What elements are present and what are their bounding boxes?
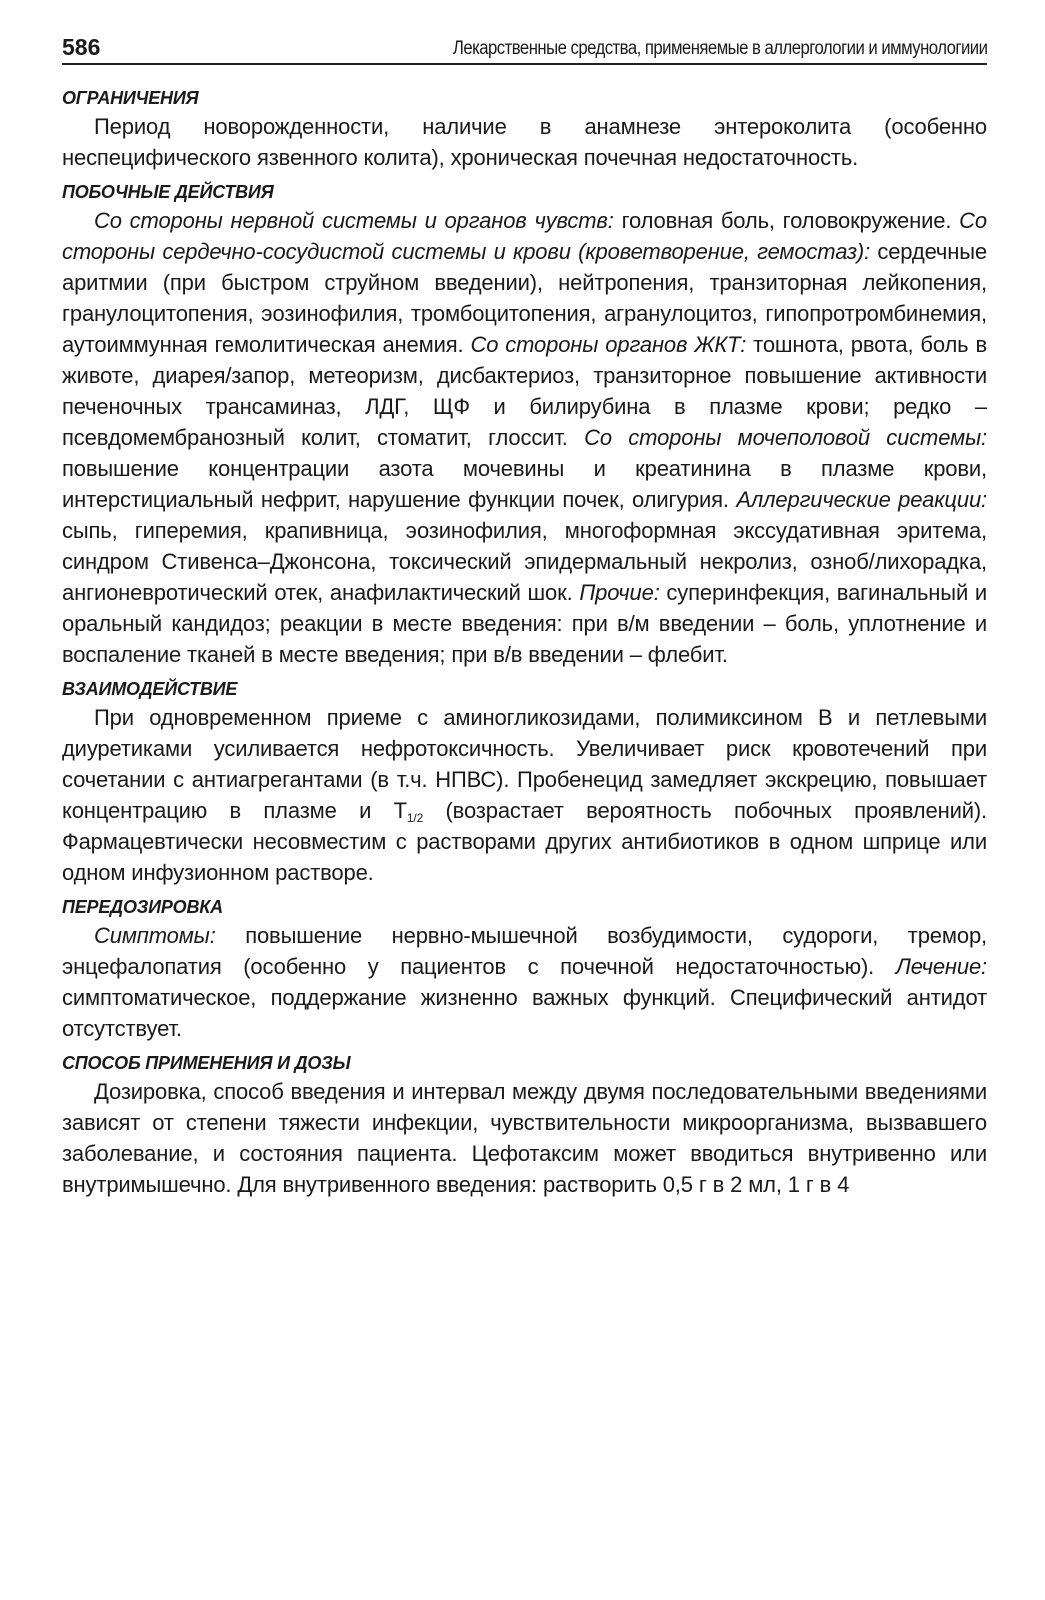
half-life-subscript: 1/2 <box>406 811 424 825</box>
allergic-label: Аллергические реакции: <box>736 487 987 512</box>
section-text <box>62 1076 987 1200</box>
section-restrictions <box>62 87 987 173</box>
section-overdose <box>62 896 987 1044</box>
section-text <box>62 702 987 888</box>
section-text <box>62 920 987 1044</box>
section-heading: ПОБОЧНЫЕ ДЕЙСТВИЯ <box>62 182 274 202</box>
interaction-text-before: При одновременном приеме с аминогликозидами, полимиксином В и петлевыми диуретиками усиливается нефротоксичность. Увеличивает риск кровотечений при сочетании с антиагрегантами (в т.ч. НПВС). Пробенецид замедляет экскрецию, повышает концентрацию в плазме и T <box>62 705 987 823</box>
section-heading: ОГРАНИЧЕНИЯ <box>62 88 199 108</box>
page-number: 586 <box>62 34 101 60</box>
nervous-system-text: головная боль, головокружение. <box>613 208 960 233</box>
gi-tract-text: тошнота, рвота, боль в животе, диарея/запор, метеоризм, дисбактериоз, транзиторное повышение активности печеночных трансаминаз, ЛДГ, ЩФ и билирубина в плазме крови; редко – псевдомембранозный колит, стоматит, глоссит. <box>62 332 987 450</box>
section-heading: СПОСОБ ПРИМЕНЕНИЯ И ДОЗЫ <box>62 1053 351 1073</box>
symptoms-text: повышение нервно-мышечной возбудимости, судороги, тремор, энцефалопатия (особенно у пациентов с почечной недостаточностью). <box>62 923 987 979</box>
urogenital-text: повышение концентрации азота мочевины и креатинина в плазме крови, интерстициальный нефрит, нарушение функции почек, олигурия. <box>62 456 987 512</box>
gi-tract-label: Со стороны органов ЖКТ: <box>470 332 747 357</box>
dosage-text: Дозировка, способ введения и интервал между двумя последовательными введениями зависят от степени тяжести инфекции, чувствительности микроорганизма, вызвавшего заболевание, и состояния пациента. Цефотаксим может вводиться внутривенно или внутримышечно. Для внутривенного введения: растворить 0,5 г в 2 мл, 1 г в 4 <box>62 1079 987 1197</box>
symptoms-label: Симптомы: <box>94 923 216 948</box>
restrictions-text: Период новорожденности, наличие в анамнезе энтероколита (особенно неспецифического язвенного колита), хроническая почечная недостаточность. <box>62 114 987 170</box>
interaction-text-after: (возрастает вероятность побочных проявлений). Фармацевтически несовместим с растворами других антибиотиков в одном шприце или одном инфузионном растворе. <box>62 798 987 885</box>
section-interaction <box>62 678 987 888</box>
page-header <box>62 26 987 65</box>
cardiovascular-label: Со стороны сердечно-сосудистой системы и крови (кроветворение, гемостаз): <box>62 208 987 264</box>
section-heading: ВЗАИМОДЕЙСТВИЕ <box>62 679 238 699</box>
urogenital-label: Со стороны мочеполовой системы: <box>584 425 988 450</box>
section-heading: ПЕРЕДОЗИРОВКА <box>62 897 223 917</box>
allergic-text: сыпь, гиперемия, крапивница, эозинофилия, многоформная экссудативная эритема, синдром Стивенса–Джонсона, токсический эпидермальный некролиз, озноб/лихорадка, ангионевротический отек, анафилактический шок. <box>62 518 987 605</box>
other-text: суперинфекция, вагинальный и оральный кандидоз; реакции в месте введения: при в/м введении – боль, уплотнение и воспаление тканей в месте введения; при в/в введении – флебит. <box>62 580 987 667</box>
cardiovascular-text: сердечные аритмии (при быстром струйном введении), нейтропения, транзиторная лейкопения, гранулоцитопения, эозинофилия, тромбоцитопения, агранулоцитоз, гипопротромбинемия, аутоиммунная гемолитическая анемия. <box>62 239 987 357</box>
other-label: Прочие: <box>579 580 660 605</box>
section-text <box>62 205 987 670</box>
book-page <box>62 26 987 1208</box>
treatment-label: Лечение: <box>895 954 987 979</box>
running-title: Лекарственные средства, применяемые в аллергологии и иммунологиии <box>452 38 987 59</box>
section-dosage <box>62 1052 987 1200</box>
nervous-system-label: Со стороны нервной системы и органов чувств: <box>94 208 614 233</box>
treatment-text: симптоматическое, поддержание жизненно важных функций. Специфический антидот отсутствует. <box>62 985 987 1041</box>
section-text <box>62 111 987 173</box>
section-side-effects <box>62 181 987 670</box>
